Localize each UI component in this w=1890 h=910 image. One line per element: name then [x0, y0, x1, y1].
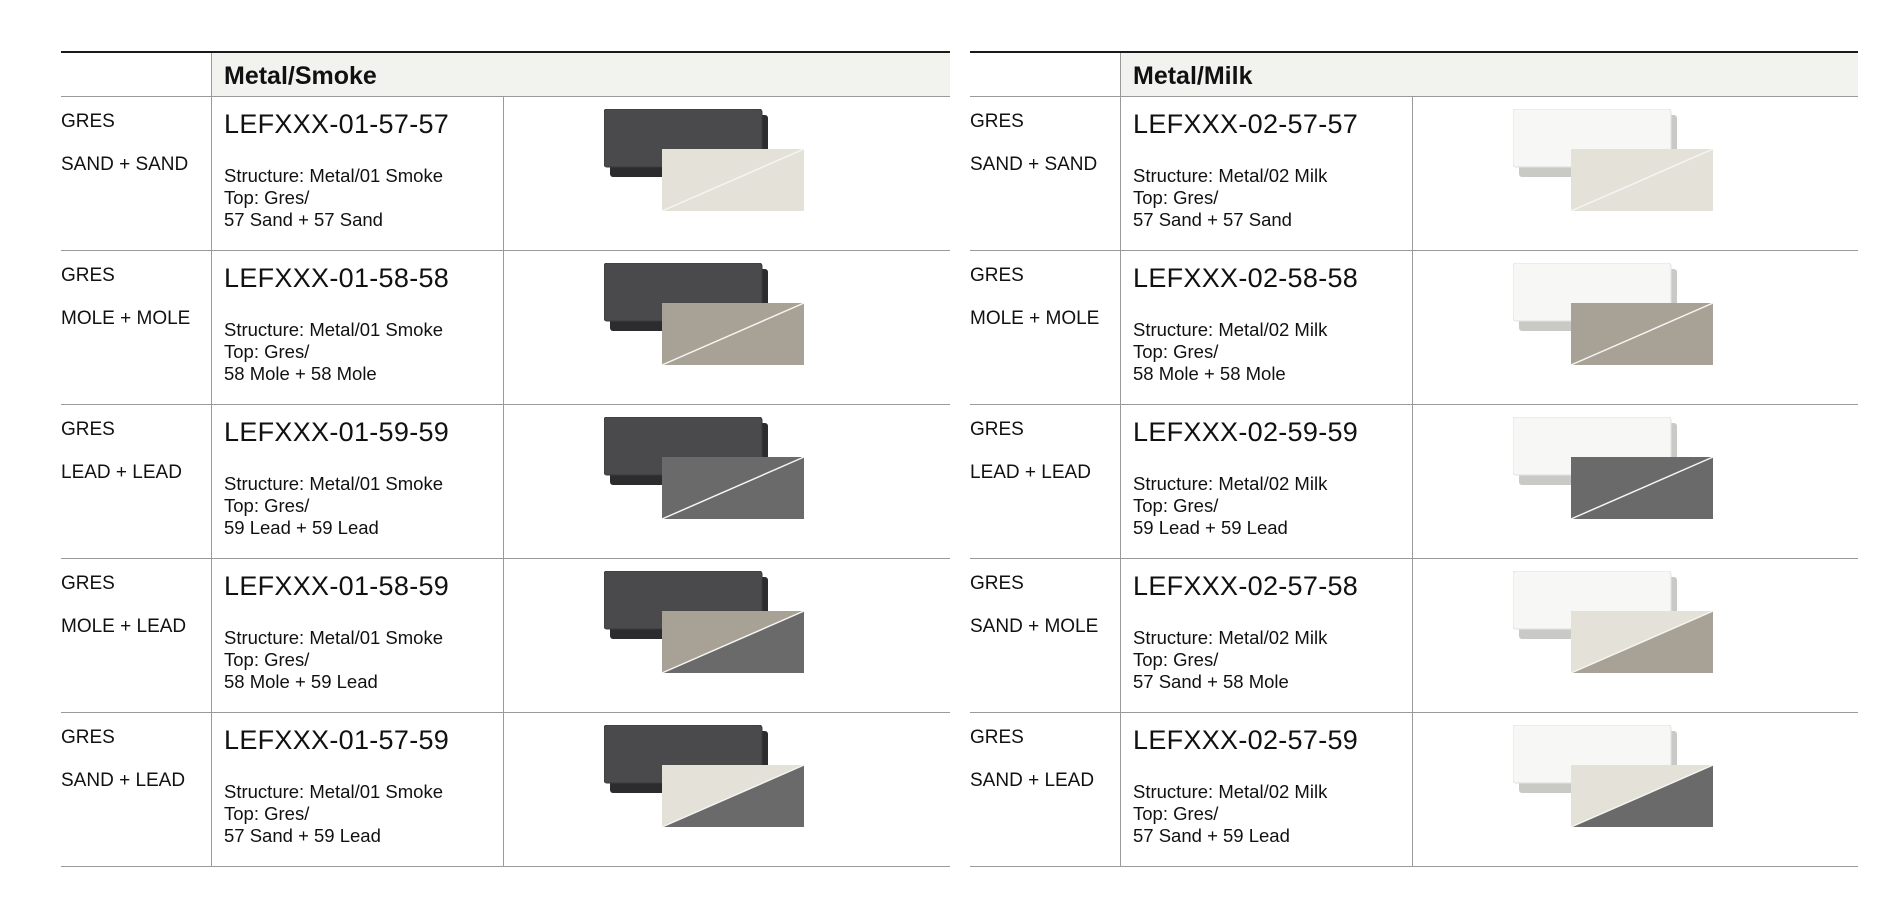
top-line: Top: Gres/: [224, 341, 310, 362]
product-description: [1133, 781, 1403, 847]
table-row: [970, 559, 1858, 713]
table-row: [970, 405, 1858, 559]
material-label: GRES: [970, 573, 1024, 594]
table-row: [61, 405, 950, 559]
material-label: GRES: [61, 111, 115, 132]
table-row: [61, 713, 950, 867]
swatch-cell: [503, 713, 950, 866]
structure-line: Structure: Metal/02 Milk: [1133, 781, 1328, 802]
swatch-image: [604, 263, 849, 398]
material-label: GRES: [61, 419, 115, 440]
swatch-image: [1513, 571, 1758, 706]
structure-line: Structure: Metal/02 Milk: [1133, 165, 1328, 186]
product-code: LEFXXX-02-58-58: [1133, 263, 1359, 293]
table-row: [970, 713, 1858, 867]
combination-line: 57 Sand + 58 Mole: [1133, 671, 1289, 692]
finish-cell: [970, 251, 1120, 404]
top-line: Top: Gres/: [1133, 803, 1219, 824]
swatch-image: [1513, 417, 1758, 552]
product-description: [224, 165, 494, 231]
material-label: GRES: [61, 727, 115, 748]
product-cell: [211, 559, 503, 712]
swatch-cell: [503, 559, 950, 712]
combo-label: SAND + LEAD: [61, 770, 186, 791]
swatch-cell: [1412, 713, 1858, 866]
swatch-cell: [503, 405, 950, 558]
product-code: LEFXXX-01-58-58: [224, 263, 450, 293]
combination-line: 58 Mole + 58 Mole: [1133, 363, 1286, 384]
structure-line: Structure: Metal/01 Smoke: [224, 473, 444, 494]
material-label: GRES: [970, 265, 1024, 286]
structure-line: Structure: Metal/02 Milk: [1133, 319, 1328, 340]
product-description: [1133, 319, 1403, 385]
structure-line: Structure: Metal/01 Smoke: [224, 781, 444, 802]
product-description: [224, 627, 494, 693]
product-description: [1133, 165, 1403, 231]
table-row: [970, 251, 1858, 405]
table-row: [970, 97, 1858, 251]
structure-line: Structure: Metal/01 Smoke: [224, 319, 444, 340]
product-code: LEFXXX-02-59-59: [1133, 417, 1359, 447]
swatch-image: [1513, 263, 1758, 398]
structure-line: Structure: Metal/02 Milk: [1133, 473, 1328, 494]
combo-label: MOLE + MOLE: [970, 308, 1100, 329]
swatch-cell: [1412, 251, 1858, 404]
top-line: Top: Gres/: [224, 495, 310, 516]
product-cell: [1120, 405, 1412, 558]
table-header: [970, 51, 1858, 97]
product-cell: [211, 405, 503, 558]
swatch-cell: [1412, 559, 1858, 712]
combo-label: SAND + LEAD: [970, 770, 1095, 791]
finish-cell: [61, 97, 211, 250]
product-cell: [211, 97, 503, 250]
combo-label: SAND + SAND: [61, 154, 189, 175]
product-cell: [211, 251, 503, 404]
swatch-cell: [1412, 405, 1858, 558]
product-cell: [1120, 97, 1412, 250]
product-cell: [1120, 713, 1412, 866]
table-header: [61, 51, 950, 97]
product-code: LEFXXX-02-57-57: [1133, 109, 1359, 139]
finish-cell: [970, 405, 1120, 558]
product-code: LEFXXX-02-57-59: [1133, 725, 1359, 755]
product-description: [224, 473, 494, 539]
table-row: [61, 559, 950, 713]
top-line: Top: Gres/: [1133, 187, 1219, 208]
combination-line: 58 Mole + 58 Mole: [224, 363, 377, 384]
swatch-cell: [503, 97, 950, 250]
product-cell: [1120, 251, 1412, 404]
combination-line: 57 Sand + 57 Sand: [224, 209, 383, 230]
finish-cell: [970, 97, 1120, 250]
material-label: GRES: [970, 727, 1024, 748]
swatch-cell: [503, 251, 950, 404]
combination-line: 57 Sand + 59 Lead: [1133, 825, 1290, 846]
combo-label: MOLE + LEAD: [61, 616, 187, 637]
material-label: GRES: [970, 111, 1024, 132]
combination-line: 57 Sand + 57 Sand: [1133, 209, 1292, 230]
material-label: GRES: [61, 573, 115, 594]
structure-line: Structure: Metal/01 Smoke: [224, 165, 444, 186]
combo-label: SAND + SAND: [970, 154, 1098, 175]
table-metal-smoke: [61, 51, 950, 867]
swatch-image: [604, 725, 849, 860]
table-title: Metal/Milk: [1120, 53, 1858, 96]
combination-line: 58 Mole + 59 Lead: [224, 671, 378, 692]
finish-cell: [61, 713, 211, 866]
swatch-image: [604, 417, 849, 552]
material-label: GRES: [61, 265, 115, 286]
product-description: [1133, 627, 1403, 693]
table-row: [61, 97, 950, 251]
top-line: Top: Gres/: [224, 649, 310, 670]
top-line: Top: Gres/: [224, 187, 310, 208]
combination-line: 59 Lead + 59 Lead: [224, 517, 379, 538]
swatch-image: [604, 109, 849, 244]
product-code: LEFXXX-01-57-57: [224, 109, 450, 139]
product-code: LEFXXX-01-58-59: [224, 571, 450, 601]
product-cell: [211, 713, 503, 866]
structure-line: Structure: Metal/02 Milk: [1133, 627, 1328, 648]
finish-cell: [61, 559, 211, 712]
swatch-image: [1513, 725, 1758, 860]
finish-cell: [61, 251, 211, 404]
combination-line: 59 Lead + 59 Lead: [1133, 517, 1288, 538]
finish-cell: [61, 405, 211, 558]
swatch-cell: [1412, 97, 1858, 250]
product-description: [224, 781, 494, 847]
top-line: Top: Gres/: [224, 803, 310, 824]
product-description: [224, 319, 494, 385]
combo-label: MOLE + MOLE: [61, 308, 191, 329]
product-code: LEFXXX-01-57-59: [224, 725, 450, 755]
top-line: Top: Gres/: [1133, 649, 1219, 670]
combo-label: LEAD + LEAD: [970, 462, 1091, 483]
table-row: [61, 251, 950, 405]
finish-cell: [970, 559, 1120, 712]
table-title: Metal/Smoke: [211, 53, 950, 96]
combo-label: LEAD + LEAD: [61, 462, 182, 483]
top-line: Top: Gres/: [1133, 341, 1219, 362]
product-code: LEFXXX-02-57-58: [1133, 571, 1359, 601]
structure-line: Structure: Metal/01 Smoke: [224, 627, 444, 648]
table-metal-milk: [970, 51, 1858, 867]
swatch-image: [1513, 109, 1758, 244]
swatch-image: [604, 571, 849, 706]
combo-label: SAND + MOLE: [970, 616, 1099, 637]
combination-line: 57 Sand + 59 Lead: [224, 825, 381, 846]
product-code: LEFXXX-01-59-59: [224, 417, 450, 447]
top-line: Top: Gres/: [1133, 495, 1219, 516]
material-label: GRES: [970, 419, 1024, 440]
product-cell: [1120, 559, 1412, 712]
product-description: [1133, 473, 1403, 539]
finish-cell: [970, 713, 1120, 866]
